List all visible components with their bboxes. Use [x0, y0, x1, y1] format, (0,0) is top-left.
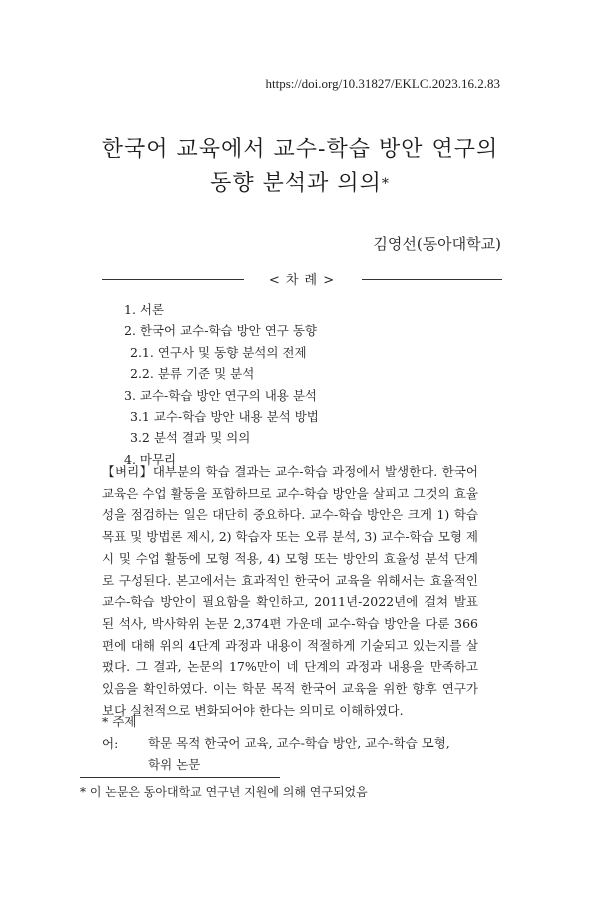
author-affiliation: 김영선(동아대학교)	[373, 235, 501, 253]
toc-item: 3.1 교수-학습 방안 내용 분석 방법	[130, 409, 319, 425]
paper-title	[0, 133, 600, 201]
title-line-2-text: 동향 분석과 의의	[210, 171, 382, 196]
keywords-label: * 주제어:	[102, 714, 137, 751]
toc-item: 2.2. 분류 기준 및 분석	[130, 366, 255, 382]
toc-item: 4. 마무리	[124, 451, 177, 467]
title-line-2	[0, 167, 600, 201]
footnote-divider	[80, 777, 280, 778]
doi-link[interactable]: https://doi.org/10.31827/EKLC.2023.16.2.83	[265, 76, 500, 91]
keywords-line-1: 학문 목적 한국어 교육, 교수-학습 방안, 교수-학습 모형,	[148, 735, 450, 751]
toc-divider-left	[102, 279, 244, 280]
keywords	[102, 711, 492, 776]
keywords-line-2: 학위 논문	[148, 757, 201, 772]
toc-header	[102, 269, 502, 289]
abstract-label: 【벼리】	[102, 464, 153, 479]
title-footnote-marker[interactable]: *	[381, 176, 390, 192]
abstract	[102, 461, 478, 721]
toc-item: 3.2 분석 결과 및 의의	[130, 430, 251, 446]
footnote: * 이 논문은 동아대학교 연구년 지원에 의해 연구되었음	[80, 785, 368, 799]
toc-item: 2. 한국어 교수-학습 방안 연구 동향	[124, 323, 317, 339]
toc-item: 3. 교수-학습 방안 연구의 내용 분석	[124, 387, 317, 403]
toc-divider-right	[362, 279, 502, 280]
abstract-text: 대부분의 학습 결과는 교수-학습 과정에서 발생한다. 한국어 교육은 수업 활동을 포함하므로 교수-학습 방안을 살피고 그것의 효율성을 점검하는 일은 대단히 중요하다. 교수-학습 방안은 크게 1) 학습 목표 및 방법론 제시, 2) 학습자 또는 오류 분석, 3) 교수-학습 모형 제시 및 수업 활동에 모형 적용, 4) 모형 또는 방안의 효율성 분석 단계로 구성된다. 본고에서는 효과적인 한국어 교육을 위해서는 효율적인 교수-학습 방안이 필요함을 확인하고, 2011년-2022년에 걸쳐 발표된 석사, 박사학위 논문 2,374편 가운데 교수-학습 방안을 다룬 366편에 대해 위의 4단계 과정과 내용이 적절하게 기술되고 있는지를 살폈다. 그 결과, 논문의 17%만이 네 단계의 과정과 내용을 만족하고 있음을 확인하였다. 이는 학문 목적 한국어 교육을 위한 향후 연구가 보다 실천적으로 변화되어야 한다는 의미로 이해하였다.	[102, 464, 478, 718]
toc-item: 2.1. 연구사 및 동향 분석의 전제	[130, 344, 307, 360]
title-line-1: 한국어 교육에서 교수-학습 방안 연구의	[101, 137, 499, 162]
table-of-contents	[124, 299, 319, 470]
toc-item: 1. 서론	[124, 302, 165, 317]
toc-label: < 차 례 >	[268, 273, 336, 288]
